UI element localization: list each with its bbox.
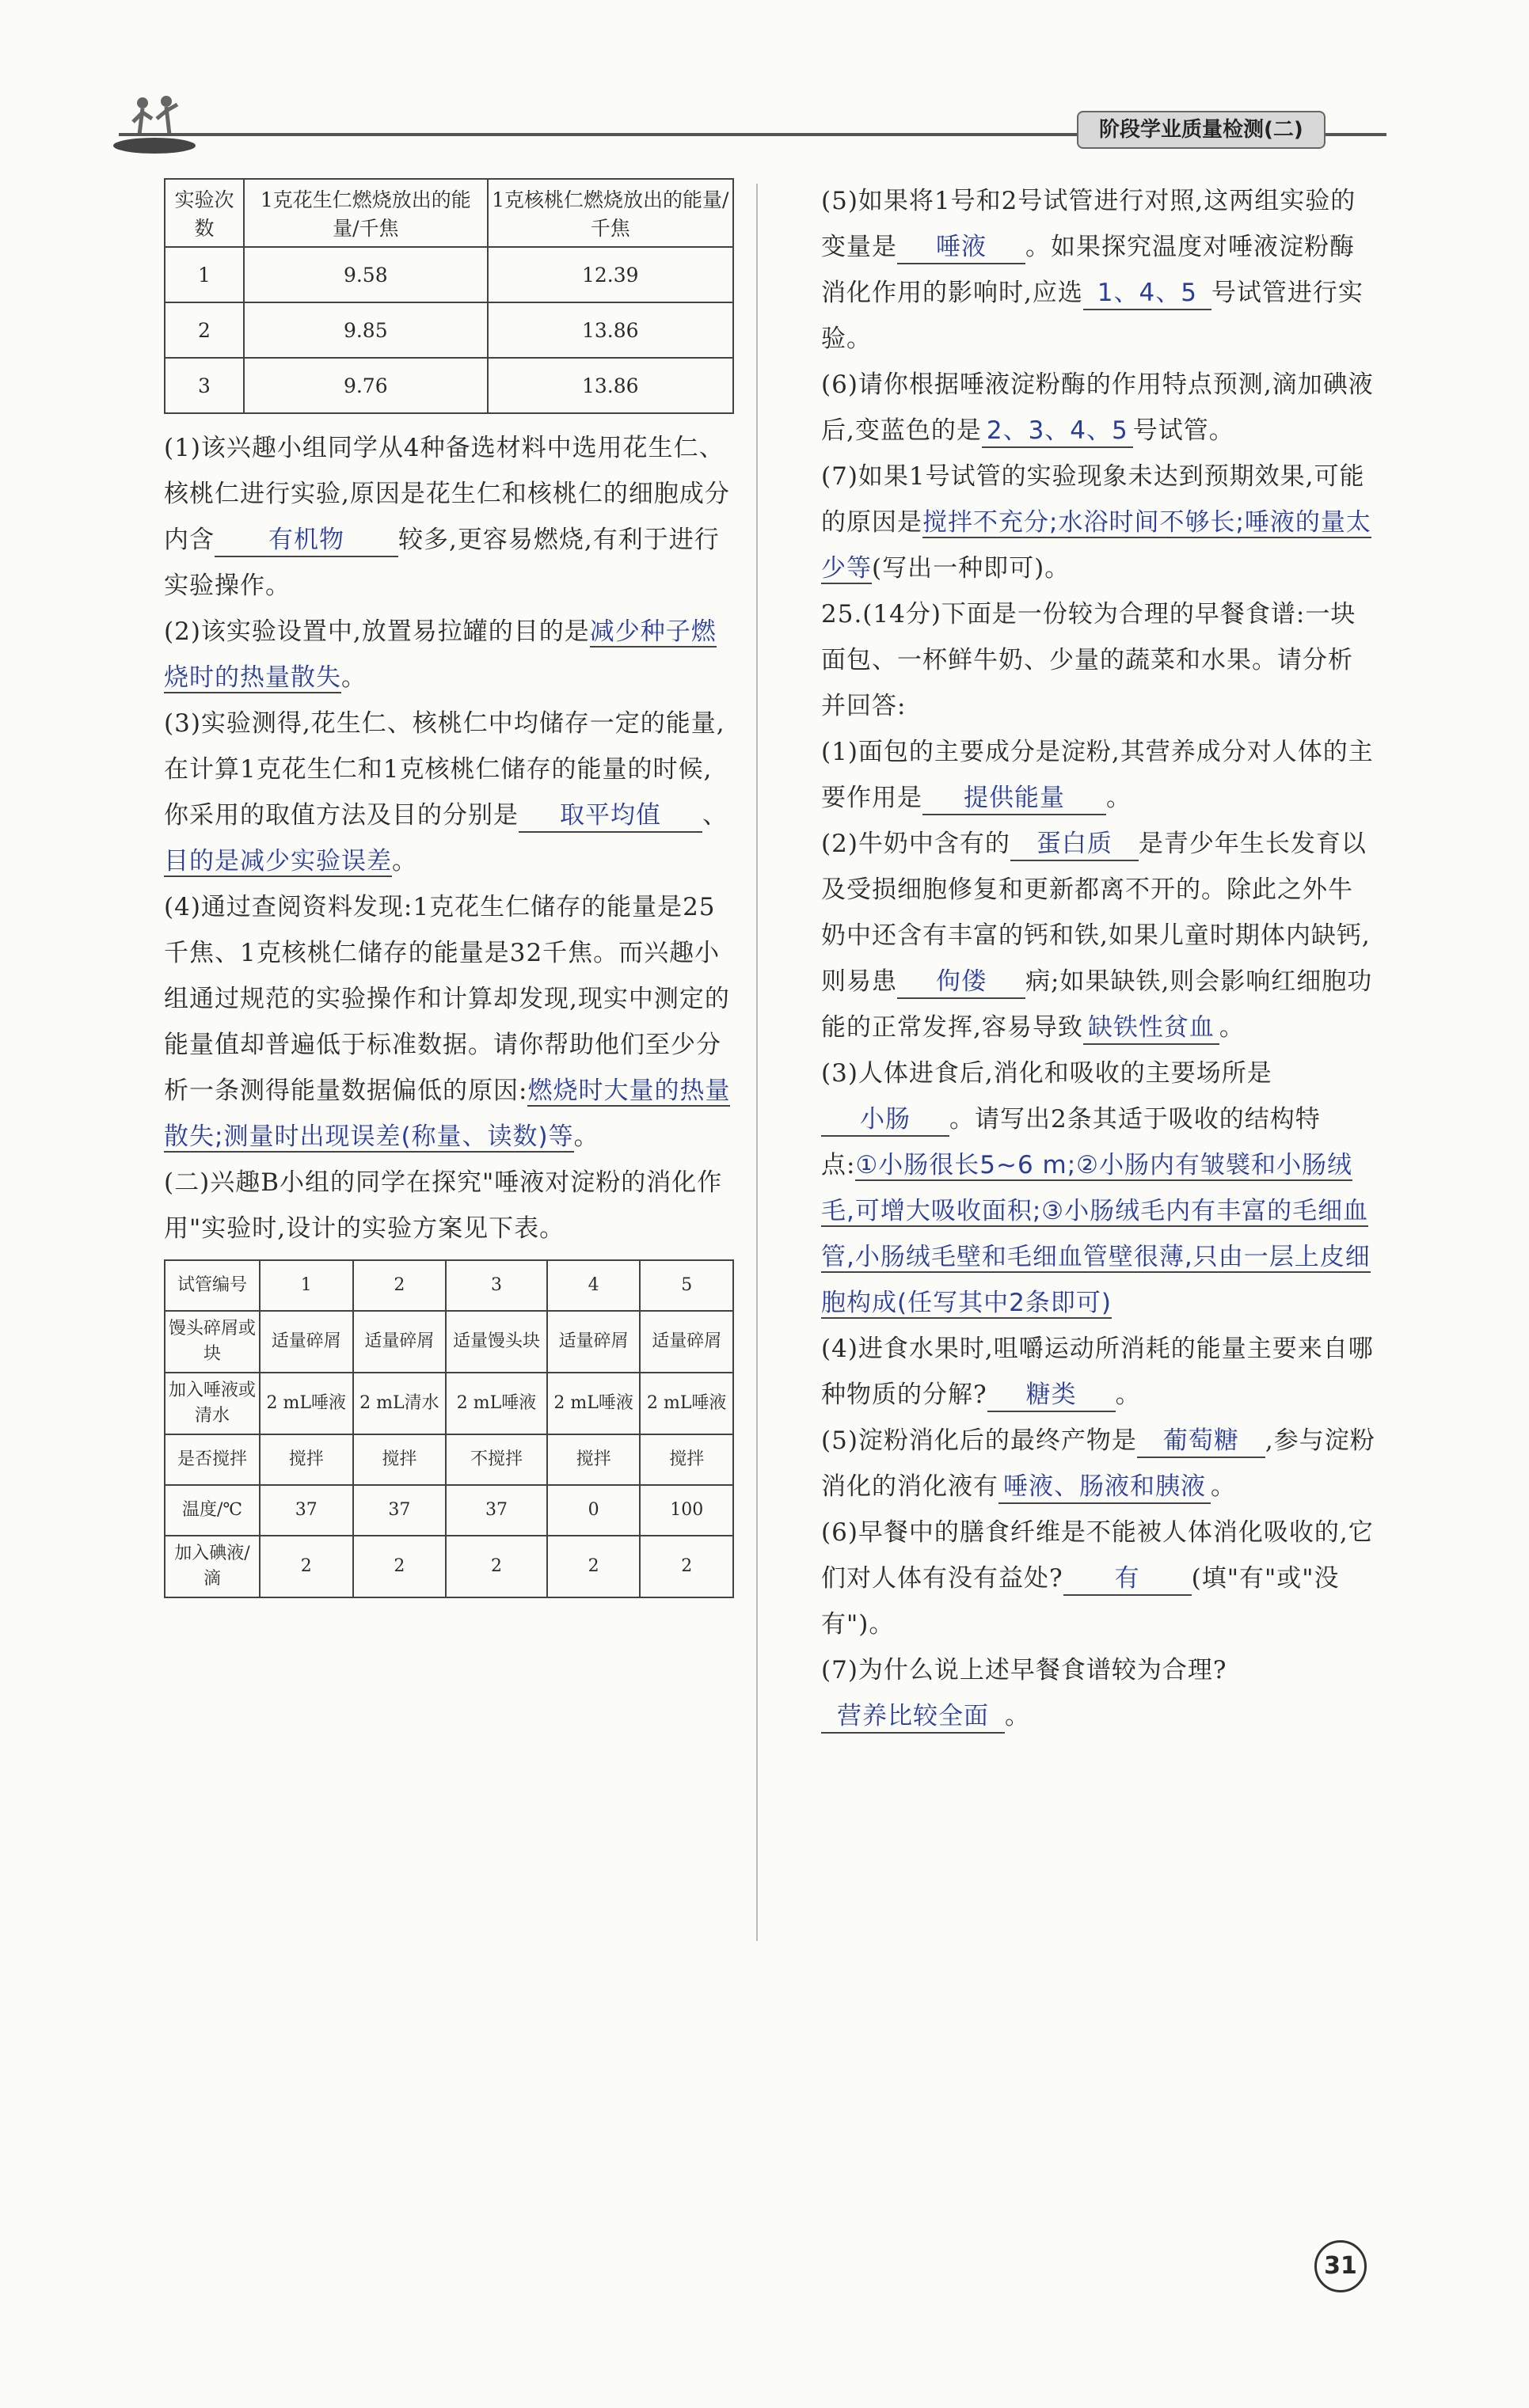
table-row — [165, 1434, 733, 1485]
table-cell: 2 — [260, 1536, 353, 1597]
table-cell: 2 mL唾液 — [446, 1373, 547, 1434]
table-cell: 2 mL唾液 — [547, 1373, 641, 1434]
table-cell: 3 — [165, 358, 244, 413]
table-cell: 搅拌 — [547, 1434, 641, 1485]
table-header-row — [165, 1260, 733, 1311]
table-cell: 2 — [547, 1536, 641, 1597]
table-cell: 13.86 — [488, 302, 733, 358]
answer-blank: ①小肠很长5~6 m;②小肠内有皱襞和小肠绒毛,可增大吸收面积;③小肠绒毛内有丰富的毛细血管,小肠绒毛壁和毛细血管壁很薄,只由一层上皮细胞构成(任写其中2条即可) — [821, 1151, 1371, 1317]
question-25-6: (6)早餐中的膳食纤维是不能被人体消化吸收的,它们对人体有没有益处? 有 (填"有"或"没有")。 — [821, 1518, 1374, 1639]
table-cell: 温度/℃ — [165, 1485, 260, 1536]
table-cell: 加入唾液或清水 — [165, 1373, 260, 1434]
table-cell: 不搅拌 — [446, 1434, 547, 1485]
table-cell: 9.58 — [244, 247, 488, 302]
table-cell: 适量碎屑 — [353, 1311, 447, 1373]
question-25-2: (2)牛奶中含有的 蛋白质 是青少年生长发育以及受损细胞修复和更新都离不开的。除此之外牛奶中还含有丰富的钙和铁,如果儿童时期体内缺钙,则易患 佝偻 病;如果缺铁,则会影响红细胞功能的正常发挥,容易导致 缺铁性贫血 。 — [821, 821, 1375, 1050]
table-row — [165, 1536, 733, 1597]
table-cell: 实验次数 — [165, 179, 244, 247]
table-cell: 0 — [547, 1485, 641, 1536]
table-cell: 12.39 — [488, 247, 733, 302]
table-cell: 37 — [353, 1485, 447, 1536]
table-cell: 2 mL清水 — [353, 1373, 447, 1434]
table-cell: 适量馒头块 — [446, 1311, 547, 1373]
table-cell: 2 — [640, 1536, 733, 1597]
question-25-7: (7)为什么说上述早餐食谱较为合理?营养比较全面 。 — [821, 1647, 1375, 1739]
question-7: (7)如果1号试管的实验现象未达到预期效果,可能的原因是搅拌不充分;水浴时间不够长;唾液的量太少等(写出一种即可)。 — [821, 462, 1371, 583]
table-cell: 搅拌 — [640, 1434, 733, 1485]
answer-blank: 减少种子燃烧时的热量散失 — [164, 617, 717, 692]
table-cell: 馒头碎屑或块 — [165, 1311, 260, 1373]
table-cell: 5 — [640, 1260, 733, 1311]
answer-blank: 搅拌不充分;水浴时间不够长;唾液的量太少等 — [821, 508, 1371, 583]
table-cell: 3 — [446, 1260, 547, 1311]
part-two-intro: (二)兴趣B小组的同学在探究"唾液对淀粉的消化作用"实验时,设计的实验方案见下表。 — [164, 1168, 723, 1243]
answer-blank: 提供能量 — [922, 782, 1106, 815]
column-divider — [756, 184, 758, 1941]
energy-table — [164, 178, 734, 414]
table-cell: 是否搅拌 — [165, 1434, 260, 1485]
question-25-3: (3)人体进食后,消化和吸收的主要场所是小肠 。请写出2条其适于吸收的结构特点:①小肠很长5~6 m;②小肠内有皱襞和小肠绒毛,可增大吸收面积;③小肠绒毛内有丰富的毛细血管,小肠绒毛壁和毛细血管壁很薄,只由一层上皮细胞构成(任写其中2条即可) — [821, 1059, 1371, 1317]
table-cell: 试管编号 — [165, 1260, 260, 1311]
answer-blank: 有 — [1063, 1563, 1192, 1596]
answer-blank: 目的是减少实验误差 — [164, 847, 392, 875]
table-cell: 适量碎屑 — [260, 1311, 353, 1373]
answer-blank: 蛋白质 — [1010, 828, 1139, 861]
table-cell: 4 — [547, 1260, 641, 1311]
answer-blank: 缺铁性贫血 — [1083, 1012, 1219, 1045]
answer-blank: 有机物 — [215, 524, 398, 557]
table-cell: 13.86 — [488, 358, 733, 413]
question-1: (1)该兴趣小组同学从4种备选材料中选用花生仁、核桃仁进行实验,原因是花生仁和核桃仁的细胞成分内含 有机物 较多,更容易燃烧,有利于进行实验操作。 — [164, 434, 730, 600]
question-25-1: (1)面包的主要成分是淀粉,其营养成分对人体的主要作用是 提供能量 。 — [821, 729, 1375, 821]
table-cell: 适量碎屑 — [547, 1311, 641, 1373]
left-column — [164, 178, 734, 1598]
table-cell: 100 — [640, 1485, 733, 1536]
table-cell: 9.76 — [244, 358, 488, 413]
experiment-table — [164, 1259, 734, 1598]
question-25-5: (5)淀粉消化后的最终产物是 葡萄糖 ,参与淀粉消化的消化液有 唾液、肠液和胰液 。 — [821, 1418, 1375, 1510]
table-cell: 1克花生仁燃烧放出的能量/千焦 — [244, 179, 488, 247]
table-cell: 2 — [165, 302, 244, 358]
table-row — [165, 358, 733, 413]
page-number: 31 — [1314, 2240, 1367, 2292]
answer-blank: 2、3、4、5 — [982, 415, 1133, 448]
table-cell: 1克核桃仁燃烧放出的能量/千焦 — [488, 179, 733, 247]
table-row — [165, 1485, 733, 1536]
table-row — [165, 247, 733, 302]
table-cell: 搅拌 — [260, 1434, 353, 1485]
table-header-row — [165, 179, 733, 247]
table-cell: 搅拌 — [353, 1434, 447, 1485]
answer-blank: 佝偻 — [897, 966, 1025, 999]
table-cell: 9.85 — [244, 302, 488, 358]
question-4: (4)通过查阅资料发现:1克花生仁储存的能量是25千焦、1克核桃仁储存的能量是32千焦。而兴趣小组通过规范的实验操作和计算却发现,现实中测定的能量值却普遍低于标准数据。请你帮助他们至少分析一条测得能量数据偏低的原因:燃烧时大量的热量散失;测量时出现误差(称量、读数)等。 — [164, 893, 731, 1151]
answer-blank: 糖类 — [987, 1379, 1116, 1412]
question-6: (6)请你根据唾液淀粉酶的作用特点预测,滴加碘液后,变蓝色的是 2、3、4、5 号试管。 — [821, 362, 1375, 454]
table-cell: 37 — [446, 1485, 547, 1536]
table-row — [165, 1373, 733, 1434]
answer-blank: 小肠 — [821, 1103, 949, 1137]
table-cell: 37 — [260, 1485, 353, 1536]
table-cell: 加入碘液/滴 — [165, 1536, 260, 1597]
question-2: (2)该实验设置中,放置易拉罐的目的是减少种子燃烧时的热量散失。 — [164, 617, 717, 692]
table-row — [165, 1311, 733, 1373]
header-title: 阶段学业质量检测(二) — [1077, 111, 1326, 149]
answer-blank: 燃烧时大量的热量散失;测量时出现误差(称量、读数)等 — [164, 1077, 731, 1151]
answer-blank: 葡萄糖 — [1137, 1425, 1265, 1458]
table-cell: 2 mL唾液 — [640, 1373, 733, 1434]
table-cell: 2 — [353, 1260, 447, 1311]
right-column — [821, 178, 1375, 1739]
table-row — [165, 302, 733, 358]
table-cell: 适量碎屑 — [640, 1311, 733, 1373]
question-5: (5)如果将1号和2号试管进行对照,这两组实验的变量是 唾液 。如果探究温度对唾液淀粉酶消化作用的影响时,应选 1、4、5 号试管进行实验。 — [821, 187, 1364, 353]
answer-blank: 1、4、5 — [1083, 277, 1211, 310]
table-cell: 1 — [260, 1260, 353, 1311]
answer-blank: 唾液 — [897, 231, 1025, 264]
table-cell: 2 — [446, 1536, 547, 1597]
table-cell: 1 — [165, 247, 244, 302]
answer-blank: 唾液、肠液和胰液 — [998, 1471, 1211, 1504]
answer-blank: 取平均值 — [519, 800, 702, 833]
table-cell: 2 — [353, 1536, 447, 1597]
question-25-intro: 25.(14分)下面是一份较为合理的早餐食谱:一块面包、一杯鲜牛奶、少量的蔬菜和水果。请分析并回答: — [821, 600, 1356, 720]
logo-icon — [111, 87, 198, 155]
question-25-4: (4)进食水果时,咀嚼运动所消耗的能量主要来自哪种物质的分解? 糖类 。 — [821, 1326, 1375, 1418]
answer-blank: 营养比较全面 — [821, 1700, 1005, 1734]
table-cell: 2 mL唾液 — [260, 1373, 353, 1434]
question-3: (3)实验测得,花生仁、核桃仁中均储存一定的能量,在计算1克花生仁和1克核桃仁储存的能量的时候,你采用的取值方法及目的分别是 取平均值 、目的是减少实验误差。 — [164, 709, 728, 875]
